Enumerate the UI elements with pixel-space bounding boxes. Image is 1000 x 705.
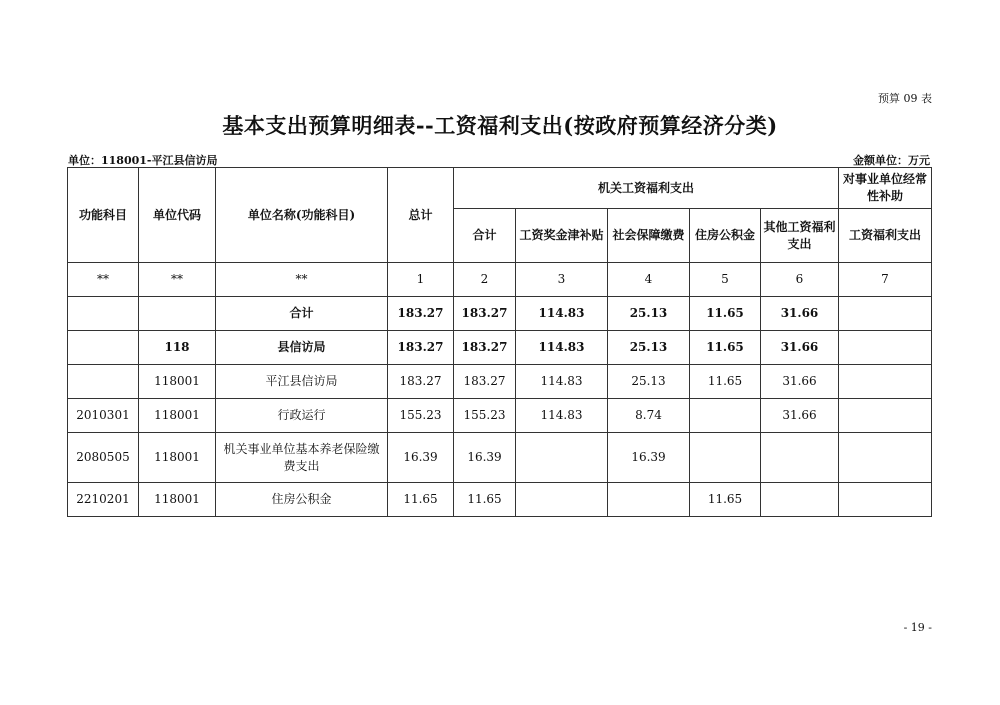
- index-cell: 6: [761, 263, 839, 297]
- table-cell: [839, 365, 932, 399]
- table-cell: [68, 297, 139, 331]
- header-name: 单位名称(功能科目): [216, 168, 388, 263]
- table-cell: [839, 399, 932, 433]
- unit-label: 单位：118001-平江县信访局: [68, 154, 218, 167]
- table-cell: 118001: [139, 483, 216, 517]
- header-func: 功能科目: [68, 168, 139, 263]
- index-row: [68, 263, 932, 297]
- table-cell: 2210201: [68, 483, 139, 517]
- table-cell: [608, 483, 690, 517]
- table-cell: [839, 331, 932, 365]
- header-wage: 工资奖金津补贴: [516, 209, 608, 263]
- table-cell: 11.65: [690, 297, 761, 331]
- table-cell: 25.13: [608, 365, 690, 399]
- table-cell: 住房公积金: [216, 483, 388, 517]
- table-row: [68, 331, 932, 365]
- header-other: 其他工资福利支出: [761, 209, 839, 263]
- table-cell: 2080505: [68, 433, 139, 483]
- table-cell: 16.39: [608, 433, 690, 483]
- header-group-org: 机关工资福利支出: [454, 168, 839, 209]
- table-cell: [690, 433, 761, 483]
- index-cell: 3: [516, 263, 608, 297]
- table-cell: [516, 483, 608, 517]
- table-row: [68, 483, 932, 517]
- index-cell: 7: [839, 263, 932, 297]
- table-cell: 31.66: [761, 365, 839, 399]
- table-cell: 183.27: [388, 331, 454, 365]
- table-cell: 118001: [139, 365, 216, 399]
- table-cell: 183.27: [454, 331, 516, 365]
- table-cell: 机关事业单位基本养老保险缴费支出: [216, 433, 388, 483]
- table-cell: 118001: [139, 399, 216, 433]
- header-total: 总计: [388, 168, 454, 263]
- table-cell: 31.66: [761, 331, 839, 365]
- table-cell: 118001: [139, 433, 216, 483]
- index-cell: **: [216, 263, 388, 297]
- table-cell: 31.66: [761, 297, 839, 331]
- table-cell: [839, 483, 932, 517]
- header-sum: 合计: [454, 209, 516, 263]
- table-row-total: [68, 297, 932, 331]
- table-cell: 县信访局: [216, 331, 388, 365]
- table-cell: [839, 297, 932, 331]
- table-cell: 11.65: [690, 483, 761, 517]
- table-row: [68, 399, 932, 433]
- table-cell: 183.27: [454, 297, 516, 331]
- table-cell: 11.65: [454, 483, 516, 517]
- table-row: [68, 365, 932, 399]
- table-cell: 183.27: [454, 365, 516, 399]
- table-cell: 155.23: [388, 399, 454, 433]
- table-cell: [139, 297, 216, 331]
- table-cell: 114.83: [516, 297, 608, 331]
- table-row: [68, 433, 932, 483]
- header-row-1: [68, 168, 932, 209]
- index-cell: 4: [608, 263, 690, 297]
- table-cell: [68, 331, 139, 365]
- table-cell: 16.39: [454, 433, 516, 483]
- table-cell: 118: [139, 331, 216, 365]
- header-group-sub: 对事业单位经常性补助: [839, 168, 932, 209]
- index-cell: **: [139, 263, 216, 297]
- table-cell: 25.13: [608, 331, 690, 365]
- table-cell: [761, 433, 839, 483]
- table-cell: 合计: [216, 297, 388, 331]
- table-cell: 11.65: [388, 483, 454, 517]
- index-cell: 5: [690, 263, 761, 297]
- table-cell: 183.27: [388, 297, 454, 331]
- table-cell: 31.66: [761, 399, 839, 433]
- header-code: 单位代码: [139, 168, 216, 263]
- table-cell: 155.23: [454, 399, 516, 433]
- table-cell: 平江县信访局: [216, 365, 388, 399]
- budget-table: [67, 167, 932, 517]
- table-cell: 183.27: [388, 365, 454, 399]
- table-cell: [68, 365, 139, 399]
- table-cell: 16.39: [388, 433, 454, 483]
- table-cell: 114.83: [516, 365, 608, 399]
- amount-unit-label: 金额单位：万元: [853, 154, 930, 167]
- index-cell: **: [68, 263, 139, 297]
- header-sub-wage: 工资福利支出: [839, 209, 932, 263]
- index-cell: 2: [454, 263, 516, 297]
- page-number: - 19 -: [903, 621, 932, 634]
- table-cell: 11.65: [690, 331, 761, 365]
- table-cell: 114.83: [516, 399, 608, 433]
- table-cell: 2010301: [68, 399, 139, 433]
- table-cell: [516, 433, 608, 483]
- table-cell: [690, 399, 761, 433]
- form-number: 预算 09 表: [878, 92, 932, 105]
- index-cell: 1: [388, 263, 454, 297]
- table-cell: [761, 483, 839, 517]
- table-cell: 25.13: [608, 297, 690, 331]
- table-cell: 8.74: [608, 399, 690, 433]
- header-social: 社会保障缴费: [608, 209, 690, 263]
- table-cell: [839, 433, 932, 483]
- header-housing: 住房公积金: [690, 209, 761, 263]
- table-cell: 行政运行: [216, 399, 388, 433]
- page-title: 基本支出预算明细表--工资福利支出(按政府预算经济分类): [222, 113, 778, 138]
- table-cell: 11.65: [690, 365, 761, 399]
- table-cell: 114.83: [516, 331, 608, 365]
